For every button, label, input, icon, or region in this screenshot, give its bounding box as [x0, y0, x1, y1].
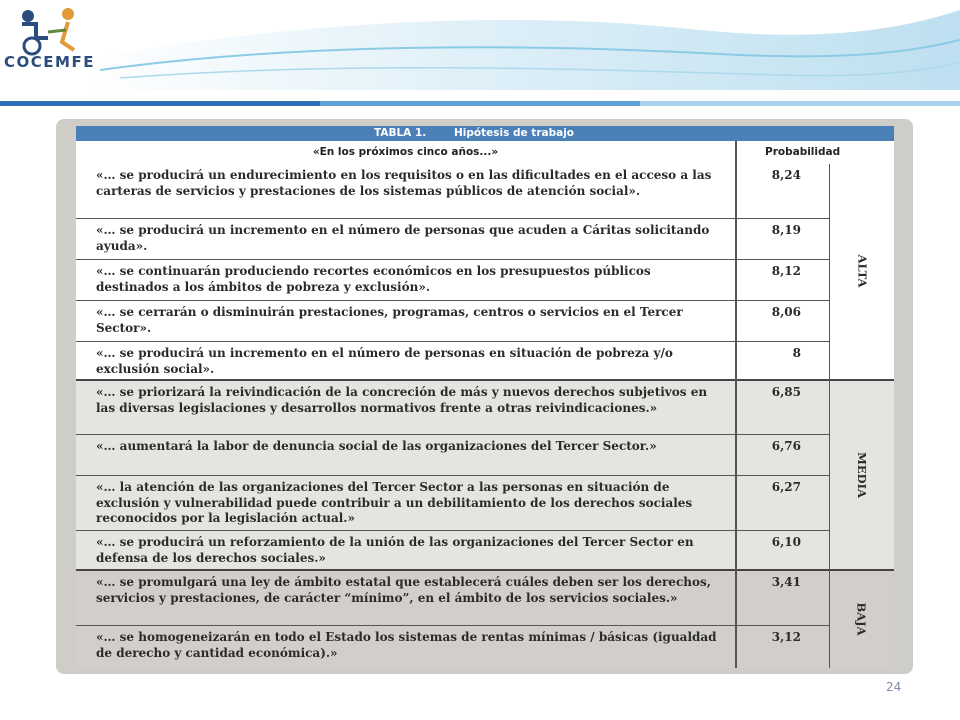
table-row	[76, 381, 894, 434]
row-statement: «… aumentará la labor de denuncia social de las organizaciones del Tercer Sector.»	[96, 439, 657, 453]
row-probability: 6,27	[771, 480, 801, 494]
page-number: 24	[886, 680, 902, 694]
table-row	[76, 164, 894, 218]
column-header-probability: Probabilidad	[765, 146, 841, 158]
row-statement: «… se producirá un incremento en el número de personas que acuden a Cáritas solicitando ayuda».	[96, 223, 710, 253]
table-row	[76, 626, 894, 668]
table-title-number: TABLA 1.	[374, 127, 427, 139]
logo-text: COCEMFE	[4, 53, 95, 71]
row-probability: 8,06	[771, 305, 801, 319]
table-title-text: Hipótesis de trabajo	[454, 127, 575, 139]
row-statement: «… se producirá un reforzamiento de la unión de las organizaciones del Tercer Sector en defensa de los derechos sociales.»	[96, 535, 694, 565]
group-label-alta: ALTA	[855, 254, 869, 288]
banner-bar	[640, 101, 960, 106]
row-statement: «… la atención de las organizaciones del Tercer Sector a las personas en situación de exclusión y vulnerabilidad puede contribuir a un debilitamiento de los derechos sociales reconocidos por la legislación actual.»	[96, 480, 693, 525]
table-row	[76, 342, 894, 380]
table-row	[76, 531, 894, 570]
table-row	[76, 476, 894, 530]
table-row	[76, 219, 894, 259]
table-row	[76, 435, 894, 475]
row-probability: 6,76	[771, 439, 801, 453]
group-label-baja: BAJA	[854, 602, 869, 636]
row-statement: «… se producirá un incremento en el número de personas en situación de pobreza y/o exclusión social».	[96, 346, 673, 376]
row-probability: 6,10	[771, 535, 801, 549]
row-probability: 8,19	[771, 223, 801, 237]
group-label-media: MEDIA	[855, 452, 869, 498]
row-probability: 8,24	[771, 168, 801, 182]
banner-wave-graphic	[0, 0, 960, 110]
row-probability: 8	[792, 346, 801, 360]
row-probability: 3,12	[771, 630, 801, 644]
row-probability: 3,41	[771, 575, 801, 589]
row-statement: «… se homogeneizarán en todo el Estado los sistemas de rentas mínimas / básicas (igualdad de derecho y cantidad económica).»	[96, 630, 717, 660]
table-row	[76, 571, 894, 636]
hypothesis-table	[76, 126, 894, 668]
table-title-bar	[76, 126, 894, 141]
row-probability: 6,85	[771, 385, 801, 399]
row-statement: «… se continuarán produciendo recortes económicos en los presupuestos públicos destinados a los ámbitos de pobreza y exclusión».	[96, 264, 651, 294]
column-divider	[735, 141, 737, 668]
row-probability: 8,12	[771, 264, 801, 278]
table-header-row	[76, 141, 894, 165]
table-row	[76, 301, 894, 341]
banner-bar	[320, 101, 640, 106]
column-header-statement: «En los próximos cinco años...»	[312, 146, 499, 158]
row-statement: «… se promulgará una ley de ámbito estatal que establecerá cuáles deben ser los derechos, servicios y prestaciones, de carácter “mínimo”, en el ámbito de los servicios sociales.»	[96, 575, 711, 605]
header-banner	[0, 0, 960, 110]
row-statement: «… se cerrarán o disminuirán prestaciones, programas, centros o servicios en el Tercer Sector».	[96, 305, 683, 335]
row-statement: «… se producirá un endurecimiento en los requisitos o en las dificultades en el acceso a las carteras de servicios y prestaciones de los sistemas públicos de atención social».	[96, 168, 712, 198]
table-row	[76, 254, 894, 300]
row-statement: «… se priorizará la reivindicación de la concreción de más y nuevos derechos subjetivos en las diversas legislaciones y desarrollos normativos frente a otras reivindicaciones.»	[96, 385, 708, 415]
column-divider	[829, 164, 830, 668]
banner-bar	[0, 101, 320, 106]
